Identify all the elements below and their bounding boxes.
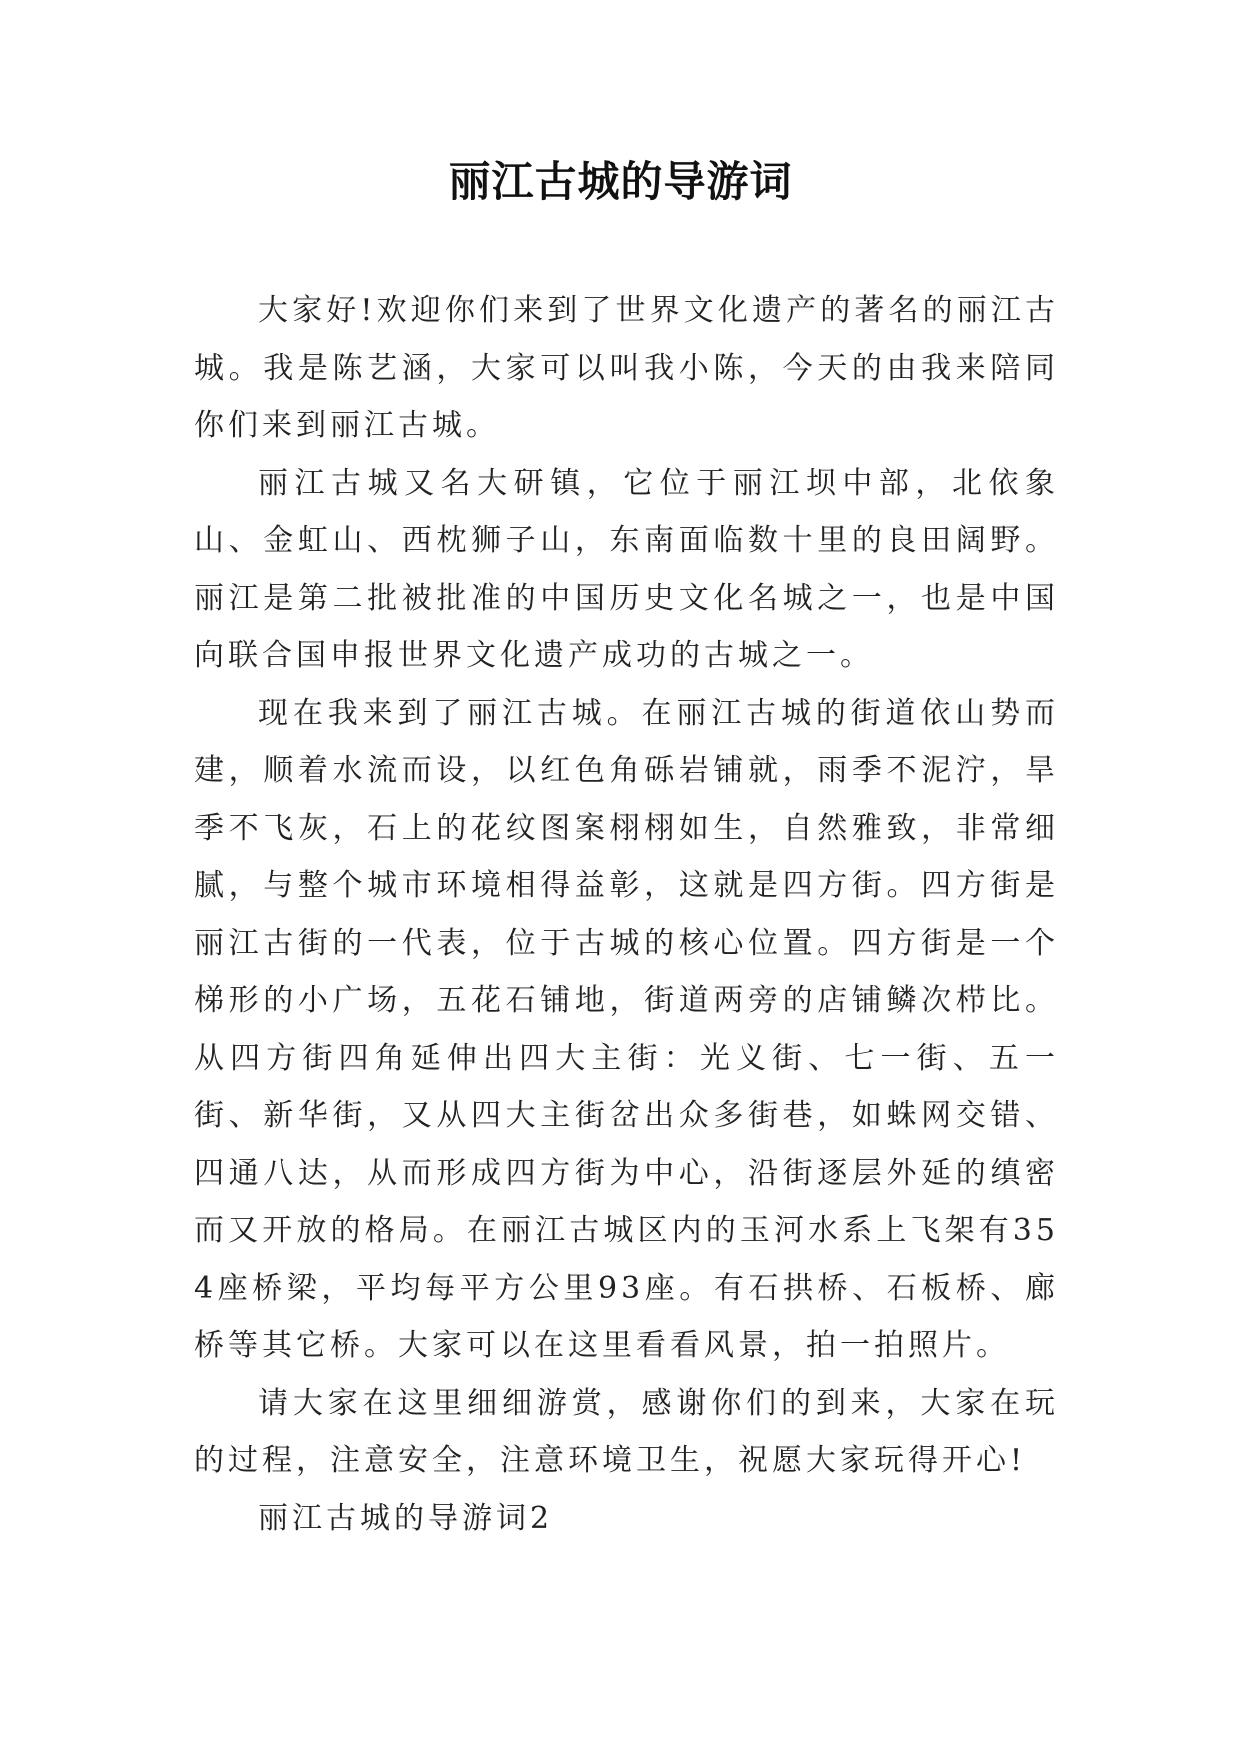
paragraph-sifang-street: 现在我来到了丽江古城。在丽江古城的街道依山势而建，顺着水流而设，以红色角砾岩铺就，雨季不泥泞，旱季不飞灰，石上的花纹图案栩栩如生，自然雅致，非常细腻，与整个城市环境相得益彰，这就是四方街。四方街是丽江古街的一代表，位于古城的核心位置。四方街是一个梯形的小广场，五花石铺地，街道两旁的店铺鳞次栉比。从四方街四角延伸出四大主街：光义街、七一街、五一街、新华街，又从四大主街岔出众多街巷，如蛛网交错、四通八达，从而形成四方街为中心，沿街逐层外延的缜密而又开放的格局。在丽江古城区内的玉河水系上飞架有354座桥梁，平均每平方公里93座。有石拱桥、石板桥、廊桥等其它桥。大家可以在这里看看风景，拍一拍照片。 <box>194 695 1059 1363</box>
document-title: 丽江古城的导游词 <box>448 157 793 206</box>
paragraph-location: 丽江古城又名大研镇，它位于丽江坝中部，北依象山、金虹山、西枕狮子山，东南面临数十里的良田阔野。丽江是第二批被批准的中国历史文化名城之一，也是中国向联合国申报世界文化遗产成功的古城之一。 <box>194 465 1059 673</box>
paragraph-closing: 请大家在这里细细游赏，感谢你们的到来，大家在玩的过程，注意安全，注意环境卫生，祝愿大家玩得开心! <box>194 1385 1059 1478</box>
paragraph-greeting: 大家好!欢迎你们来到了世界文化遗产的著名的丽江古城。我是陈艺涵，大家可以叫我小陈，今天的由我来陪同你们来到丽江古城。 <box>194 293 1059 443</box>
paragraph-next-heading: 丽江古城的导游词2 <box>258 1500 554 1536</box>
document-body <box>194 282 1059 1547</box>
